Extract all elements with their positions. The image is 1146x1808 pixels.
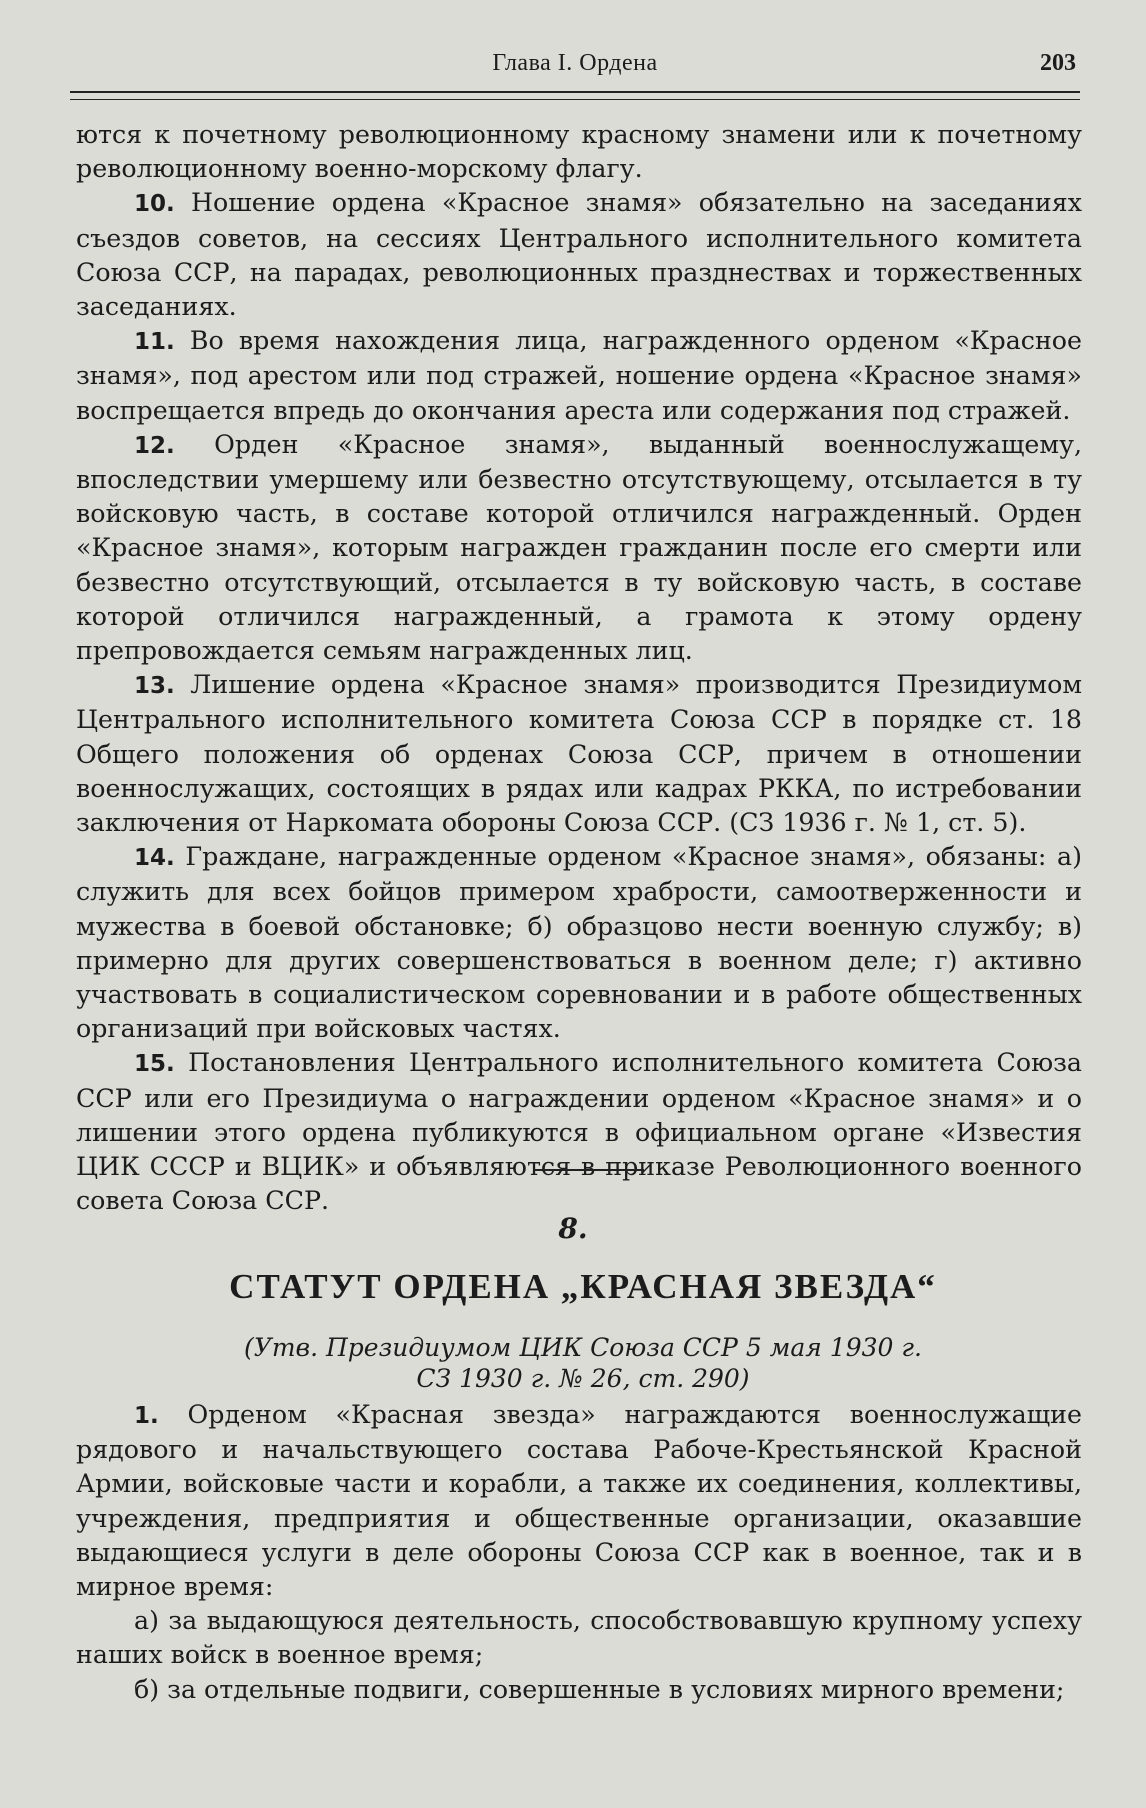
section-separator bbox=[534, 1169, 644, 1171]
paragraph-number: 12. bbox=[134, 432, 175, 459]
paragraph-text: Граждане, награжденные орденом «Красное знамя», обязаны: а) служить для всех бойцов примером храбрости, самоотверженности и мужества в боевой обстановке; б) образцово нести военную службу; в) примерно для других совершенствоваться в военном деле; г) активно участвовать в социалистическом соревновании и в работе общественных организаций при войсковых частях. bbox=[76, 842, 1082, 1044]
paragraph-text: Орден «Красное знамя», выданный военнослужащему, впоследствии умершему или безвестно отсутствующему, отсылается в ту войсковую часть, в составе которой отличился награжденный. Орден «Красное знамя», которым награжден гражданин после его смерти или безвестно отсутствующий, отсылается в ту войсковую часть, в составе которой отличился награжденный, а грамота к этому ордену препровождается семьям награжденных лиц. bbox=[76, 429, 1082, 666]
statute-text bbox=[76, 1398, 1082, 1707]
approval-note bbox=[0, 1332, 1146, 1394]
top-section-text bbox=[76, 118, 1082, 1219]
paragraph-number: 13. bbox=[134, 673, 175, 700]
paragraph-15 bbox=[76, 1046, 1082, 1218]
paragraph-text: Постановления Центрального исполнительного комитета Союза ССР или его Президиума о награждении орденом «Красное знамя» и о лишении этого ордена публикуются в официальном органе «Известия ЦИК СССР и ВЦИК» и объявляются в приказе Революционного военного совета Союза ССР. bbox=[76, 1048, 1082, 1216]
paragraph-14 bbox=[76, 840, 1082, 1046]
paragraph-text: Во время нахождения лица, награжденного орденом «Красное знамя», под арестом или под стражей, ношение ордена «Красное знамя» воспрещается впредь до окончания ареста или содержания под стражей. bbox=[76, 326, 1083, 425]
statute-paragraph-1 bbox=[76, 1398, 1082, 1604]
paragraph-number: 14. bbox=[134, 845, 175, 872]
paragraph-text: Орденом «Красная звезда» награждаются военнослужащие рядового и начальствующего состава Рабоче-Крестьянской Красной Армии, войсковые части и корабли, а также их соединения, коллективы, учреждения, предприятия и общественные организации, оказавшие выдающиеся услуги в деле обороны Союза ССР как в военное, так и в мирное время: bbox=[76, 1400, 1082, 1602]
header-rule bbox=[70, 91, 1080, 100]
paragraph-text: Ношение ордена «Красное знамя» обязательно на заседаниях съездов советов, на сессиях Центрального исполнительного комитета Союза ССР, на парадах, революционных празднествах и торжественных заседаниях. bbox=[76, 188, 1082, 322]
paragraph-12 bbox=[76, 428, 1082, 668]
statute-item-a: а) за выдающуюся деятельность, способствовавшую крупному успеху наших войск в военное время; bbox=[76, 1606, 1082, 1670]
paragraph-number: 1. bbox=[134, 1403, 159, 1429]
continuation-paragraph: ются к почетному революционному красному знамени или к почетному революционному военно-морскому флагу. bbox=[76, 120, 1082, 184]
section-number: 8. bbox=[558, 1212, 588, 1245]
paragraph-13 bbox=[76, 668, 1082, 840]
paragraph-text: Лишение ордена «Красное знамя» производится Президиумом Центрального исполнительного комитета Союза ССР в порядке ст. 18 Общего положения об орденах Союза ССР, причем в отношении военнослужащих, состоящих в рядах или кадрах РККА, по истребовании заключения от Наркомата обороны Союза ССР. (СЗ 1936 г. № 1, ст. 5). bbox=[76, 670, 1083, 838]
paragraph-11 bbox=[76, 324, 1082, 428]
chapter-title: Глава I. Ордена bbox=[492, 50, 658, 76]
statute-title: СТАТУТ ОРДЕНА „КРАСНАЯ ЗВЕЗДА“ bbox=[229, 1267, 937, 1306]
approval-line-2: СЗ 1930 г. № 26, ст. 290) bbox=[416, 1364, 750, 1393]
paragraph-number: 11. bbox=[134, 329, 175, 356]
paragraph-number: 15. bbox=[134, 1051, 175, 1078]
paragraph-10 bbox=[76, 186, 1082, 324]
page-number: 203 bbox=[1040, 50, 1076, 76]
approval-line-1: (Утв. Президиумом ЦИК Союза ССР 5 мая 1930 г. bbox=[244, 1333, 922, 1362]
statute-item-b: б) за отдельные подвиги, совершенные в условиях мирного времени; bbox=[134, 1674, 1065, 1704]
running-header bbox=[70, 50, 1080, 90]
paragraph-number: 10. bbox=[134, 191, 175, 218]
